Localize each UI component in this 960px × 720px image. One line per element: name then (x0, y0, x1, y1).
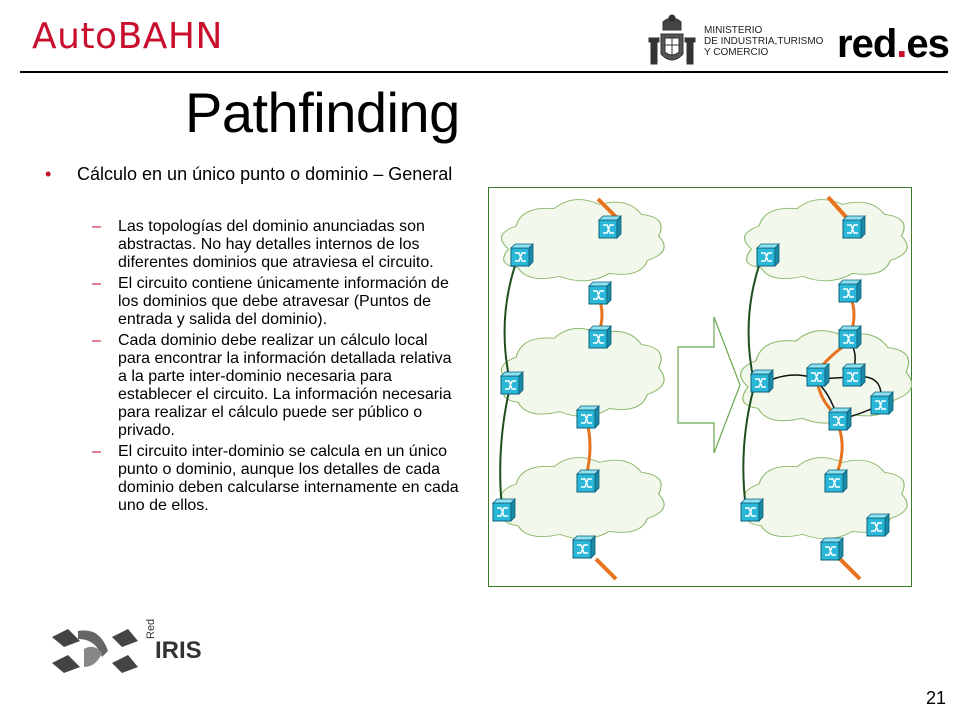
subpoint-text: El circuito contiene únicamente información de los dominios que debe atravesar (Puntos de entrada y salida del dominio). (118, 275, 449, 328)
switch-icon (741, 499, 763, 521)
rediris-wordmark (145, 618, 215, 675)
ministry-line: Y COMERCIO (704, 47, 769, 58)
dash-marker: – (92, 218, 101, 235)
switch-icon (839, 326, 861, 348)
switch-icon (871, 392, 893, 414)
subpoint (92, 275, 462, 329)
rediris-emblem-icon (52, 629, 138, 673)
switch-icon (821, 538, 843, 560)
switch-icon (589, 326, 611, 348)
redes-logo-left: red (837, 22, 897, 66)
slide-title: Pathfinding (185, 81, 460, 144)
switch-icon (867, 514, 889, 536)
switch-icon (577, 470, 599, 492)
switch-icon (573, 536, 595, 558)
ministry-line: DE INDUSTRIA,TURISMO (704, 36, 824, 47)
redes-logo-dot: . (896, 22, 907, 66)
brand-title: AutoBAHN (32, 16, 223, 57)
subpoint (92, 218, 462, 272)
header-divider (20, 71, 948, 73)
switch-icon (843, 364, 865, 386)
coat-of-arms-icon (649, 15, 695, 64)
switch-icon (511, 244, 533, 266)
left-network (493, 199, 664, 579)
switch-icon (757, 244, 779, 266)
switch-icon (493, 499, 515, 521)
dash-marker: – (92, 332, 101, 349)
switch-icon (599, 216, 621, 238)
subpoint-text: Las topologías del dominio anunciadas son abstractas. No hay detalles internos de los diferentes dominios que atraviesa el circuito. (118, 218, 434, 271)
right-network (741, 197, 912, 579)
ministry-name (704, 25, 823, 58)
subpoint (92, 443, 462, 515)
switch-icon (825, 470, 847, 492)
dash-marker: – (92, 275, 101, 292)
dash-marker: – (92, 443, 101, 460)
rediris-wordmark-large: IRIS (155, 637, 202, 664)
redes-logo-right: es (906, 22, 949, 66)
page-number: 21 (925, 688, 946, 708)
rediris-wordmark-small: Red (145, 618, 157, 639)
ministry-line: MINISTERIO (704, 25, 763, 36)
bullet-marker: • (45, 164, 52, 184)
subpoint-text: El circuito inter-dominio se calcula en un único punto o dominio, aunque los detalles de cada dominio deben calcularse internamente en cada uno de ellos. (118, 443, 459, 514)
subpoint (92, 332, 462, 440)
switch-icon (751, 370, 773, 392)
switch-icon (807, 364, 829, 386)
redes-logo (837, 22, 949, 67)
switch-icon (589, 282, 611, 304)
pathfinding-diagram (488, 187, 912, 587)
switch-icon (839, 280, 861, 302)
main-bullet-text: Cálculo en un único punto o dominio – General (77, 164, 453, 184)
subpoint-text: Cada dominio debe realizar un cálculo local para encontrar la información detallada relativa a la parte inter-dominio necesaria para establecer el circuito. La información necesaria para realizar el cálculo puede ser público o privado. (118, 332, 452, 439)
switch-icon (843, 216, 865, 238)
subpoint-list (92, 218, 462, 518)
switch-icon (829, 408, 851, 430)
switch-icon (501, 372, 523, 394)
switch-icon (577, 406, 599, 428)
